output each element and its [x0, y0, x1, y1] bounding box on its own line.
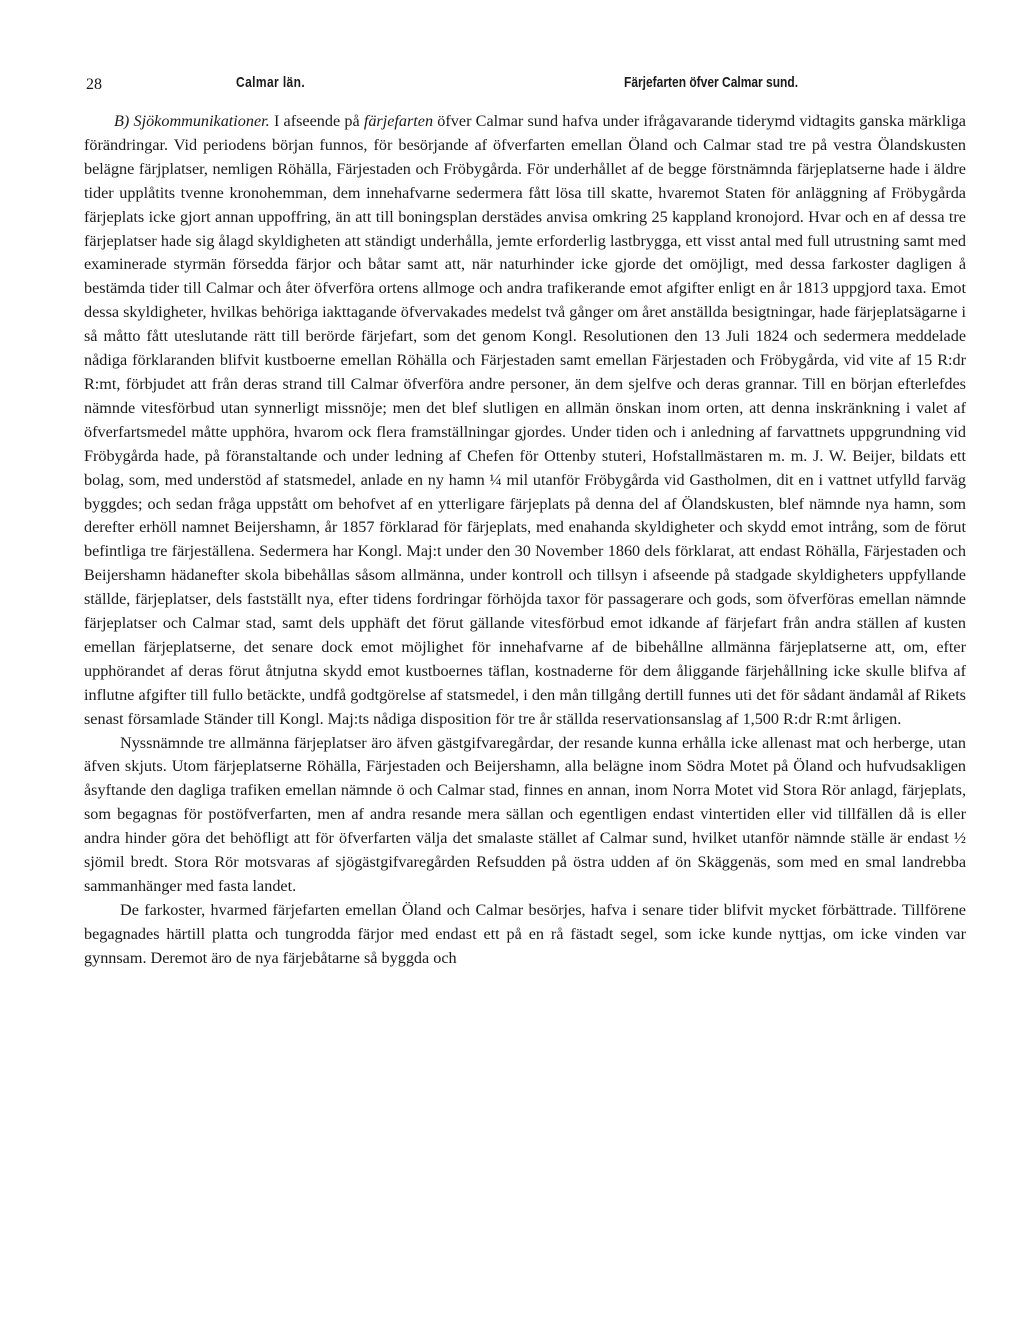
header-county: Calmar län. — [236, 74, 306, 91]
section-paragraph — [84, 110, 966, 732]
paragraph-inns: Nyssnämnde tre allmänna färjeplatser äro äfven gästgifvaregårdar, der resande kunna erhålla icke allenast mat och herberge, utan äfven skjuts. Utom färjeplatserne Röhälla, Färjestaden och Beijershamn, alla belägne inom Södra Motet på Öland och hufvudsakligen åsyftande den dagliga trafiken emellan nämnde ö och Calmar stad, finnes en annan, inom Norra Motet vid Stora Rör anlagd, färjeplats, som begagnas för postöfverfarten, men af andra resande mera sällan och egentligen endast vintertiden eller vid tillfällen då is eller andra hinder göra det behöfligt att för öfverfarten välja det smalaste stället af Calmar sund, hvilket utanför nämnde ställe är endast ½ sjömil bredt. Stora Rör motsvaras af sjögästgifvaregården Refsudden på östra udden af ön Skäggenäs, som med en smal landrebba sammanhänger med fasta landet. — [84, 733, 966, 895]
paragraph-vessels: De farkoster, hvarmed färjefarten emellan Öland och Calmar besörjes, hafva i senare tider blifvit mycket förbättrade. Tillförene begagnades härtill platta och tungrodda färjor med endast ett på en rå fästadt segel, som icke kunde nyttjas, om icke vinden var gynnsam. Deremot äro de nya färjebåtarne så byggda och — [84, 900, 966, 967]
page-number: 28 — [86, 76, 102, 93]
section-intro-a: I afseende på — [273, 112, 364, 130]
running-header — [84, 70, 966, 100]
header-topic: Färjefarten öfver Calmar sund. — [624, 74, 799, 91]
section-intro-b: öfver Calmar sund hafva under ifrågavarande tiderymd vidtagits ganska märkliga förändringar. Vid periodens början funnos, för besörjande af öfverfarten emellan Öland och Calmar stad tre på vestra Ölandskusten belägne färjplatser, nemligen Röhälla, Färjestaden och Fröbygårda. För underhållet af de begge förstnämnda färjeplatserne hade i äldre tider upplåtits tvenne kronohemman, dem innehafvarne sedermera fått lösa till skatte, hvaremot Staten för anläggning af Fröbygårda färjeplats icke gjort annan uppoffring, än att till boningsplan derstädes anvisa omkring 25 kappland kronojord. Hvar och en af dessa tre färjeplatser hade sig ålagd skyldigheten att ständigt underhålla, jemte erforderlig lastbrygga, ett visst antal med full utrustning samt med examinerade styrmän försedda färjor och båtar samt att, när naturhinder icke gjorde det omöjligt, med dessa farkoster dagligen å bestämda tider till Calmar och åter öfverföra ortens allmoge och andra trafikerande emot afgifter enligt en år 1813 uppgjord taxa. Emot dessa skyldigheter, hvilkas behöriga iakttagande öfvervakades medelst två gånger om året anställda besigtningar, hade färjeplatsägarne i så måtto fått uteslutande rätt till berörde färjefart, som det genom Kongl. Resolutionen den 13 Juli 1824 och sedermera meddelade nådiga förklaranden blifvit kustboerne emellan Röhälla och Färjestaden samt emellan Färjestaden och Fröbygårda, vid vite af 15 R:dr R:mt, förbjudet att från deras strand till Calmar öfverföra andre personer, än dem sjelfve och deras grannar. Till en början efterlefdes nämnde vitesförbud utan synnerligt missnöje; men det blef slutligen en allmän önskan inom orten, att denna inskränkning i valet af öfverfartsmedel måtte upphöra, hvarom ock flera framställningar gjordes. Under tiden och i anledning af farvattnets uppgrundning vid Fröbygårda hade, på föranstaltande och under ledning af Chefen för Ottenby stuteri, Hofstallmästaren m. m. J. W. Beijer, bildats ett bolag, som, med understöd af statsmedel, anlade en ny hamn ¼ mil utanför Fröbygårda vid Gastholmen, dit en i vattnet utfylld farväg byggdes; och sedan fråga uppstått om behofvet af en ytterligare färjeplats på denna del af Ölandskusten, blef nämnde nya hamn, som derefter erhöll namnet Beijershamn, år 1857 förklarad för färjeplats, med enahanda skyldigheter och skydd emot intrång, som de förut befintliga tre färjeställena. Sedermera har Kongl. Maj:t under den 30 November 1860 dels förklarat, att endast Röhälla, Färjestaden och Beijershamn hädanefter skola bibehållas såsom allmänna, under kontroll och tillsyn i afseende på stadgade skyldigheters uppfyllande ställde, färjeplatser, dels fastställt nya, efter tidens fordringar förhöjda taxor för passagerare och gods, som öfverföras emellan nämnde färjeplatser och Calmar stad, samt dels upphäft det förut gällande vitesförbud emot idkande af färjefart från andra ställen af kusten emellan färjeplatserne, det senare dock emot möjlighet för innehafvarne af de bibehållne allmänna färjeplatserne att, om, efter upphörandet af deras förut åtnjutna skydd emot kustboernes täflan, kostnaderne för dem åliggande färjehållning icke skulle blifva af influtne afgifter till fullo betäckte, undfå godtgörelse af statsmedel, i den mån tillgång dertill funnes uti det för sådant ändamål af Rikets senast församlade Ständer till Kongl. Maj:ts nådiga disposition för tre år ställda reservationsanslag af 1,500 R:dr R:mt årligen. — [84, 112, 966, 728]
body-text — [84, 110, 966, 971]
section-heading: B) Sjökommunikationer. — [114, 112, 270, 130]
section-term: färjefarten — [363, 112, 434, 130]
document-page — [84, 70, 966, 971]
